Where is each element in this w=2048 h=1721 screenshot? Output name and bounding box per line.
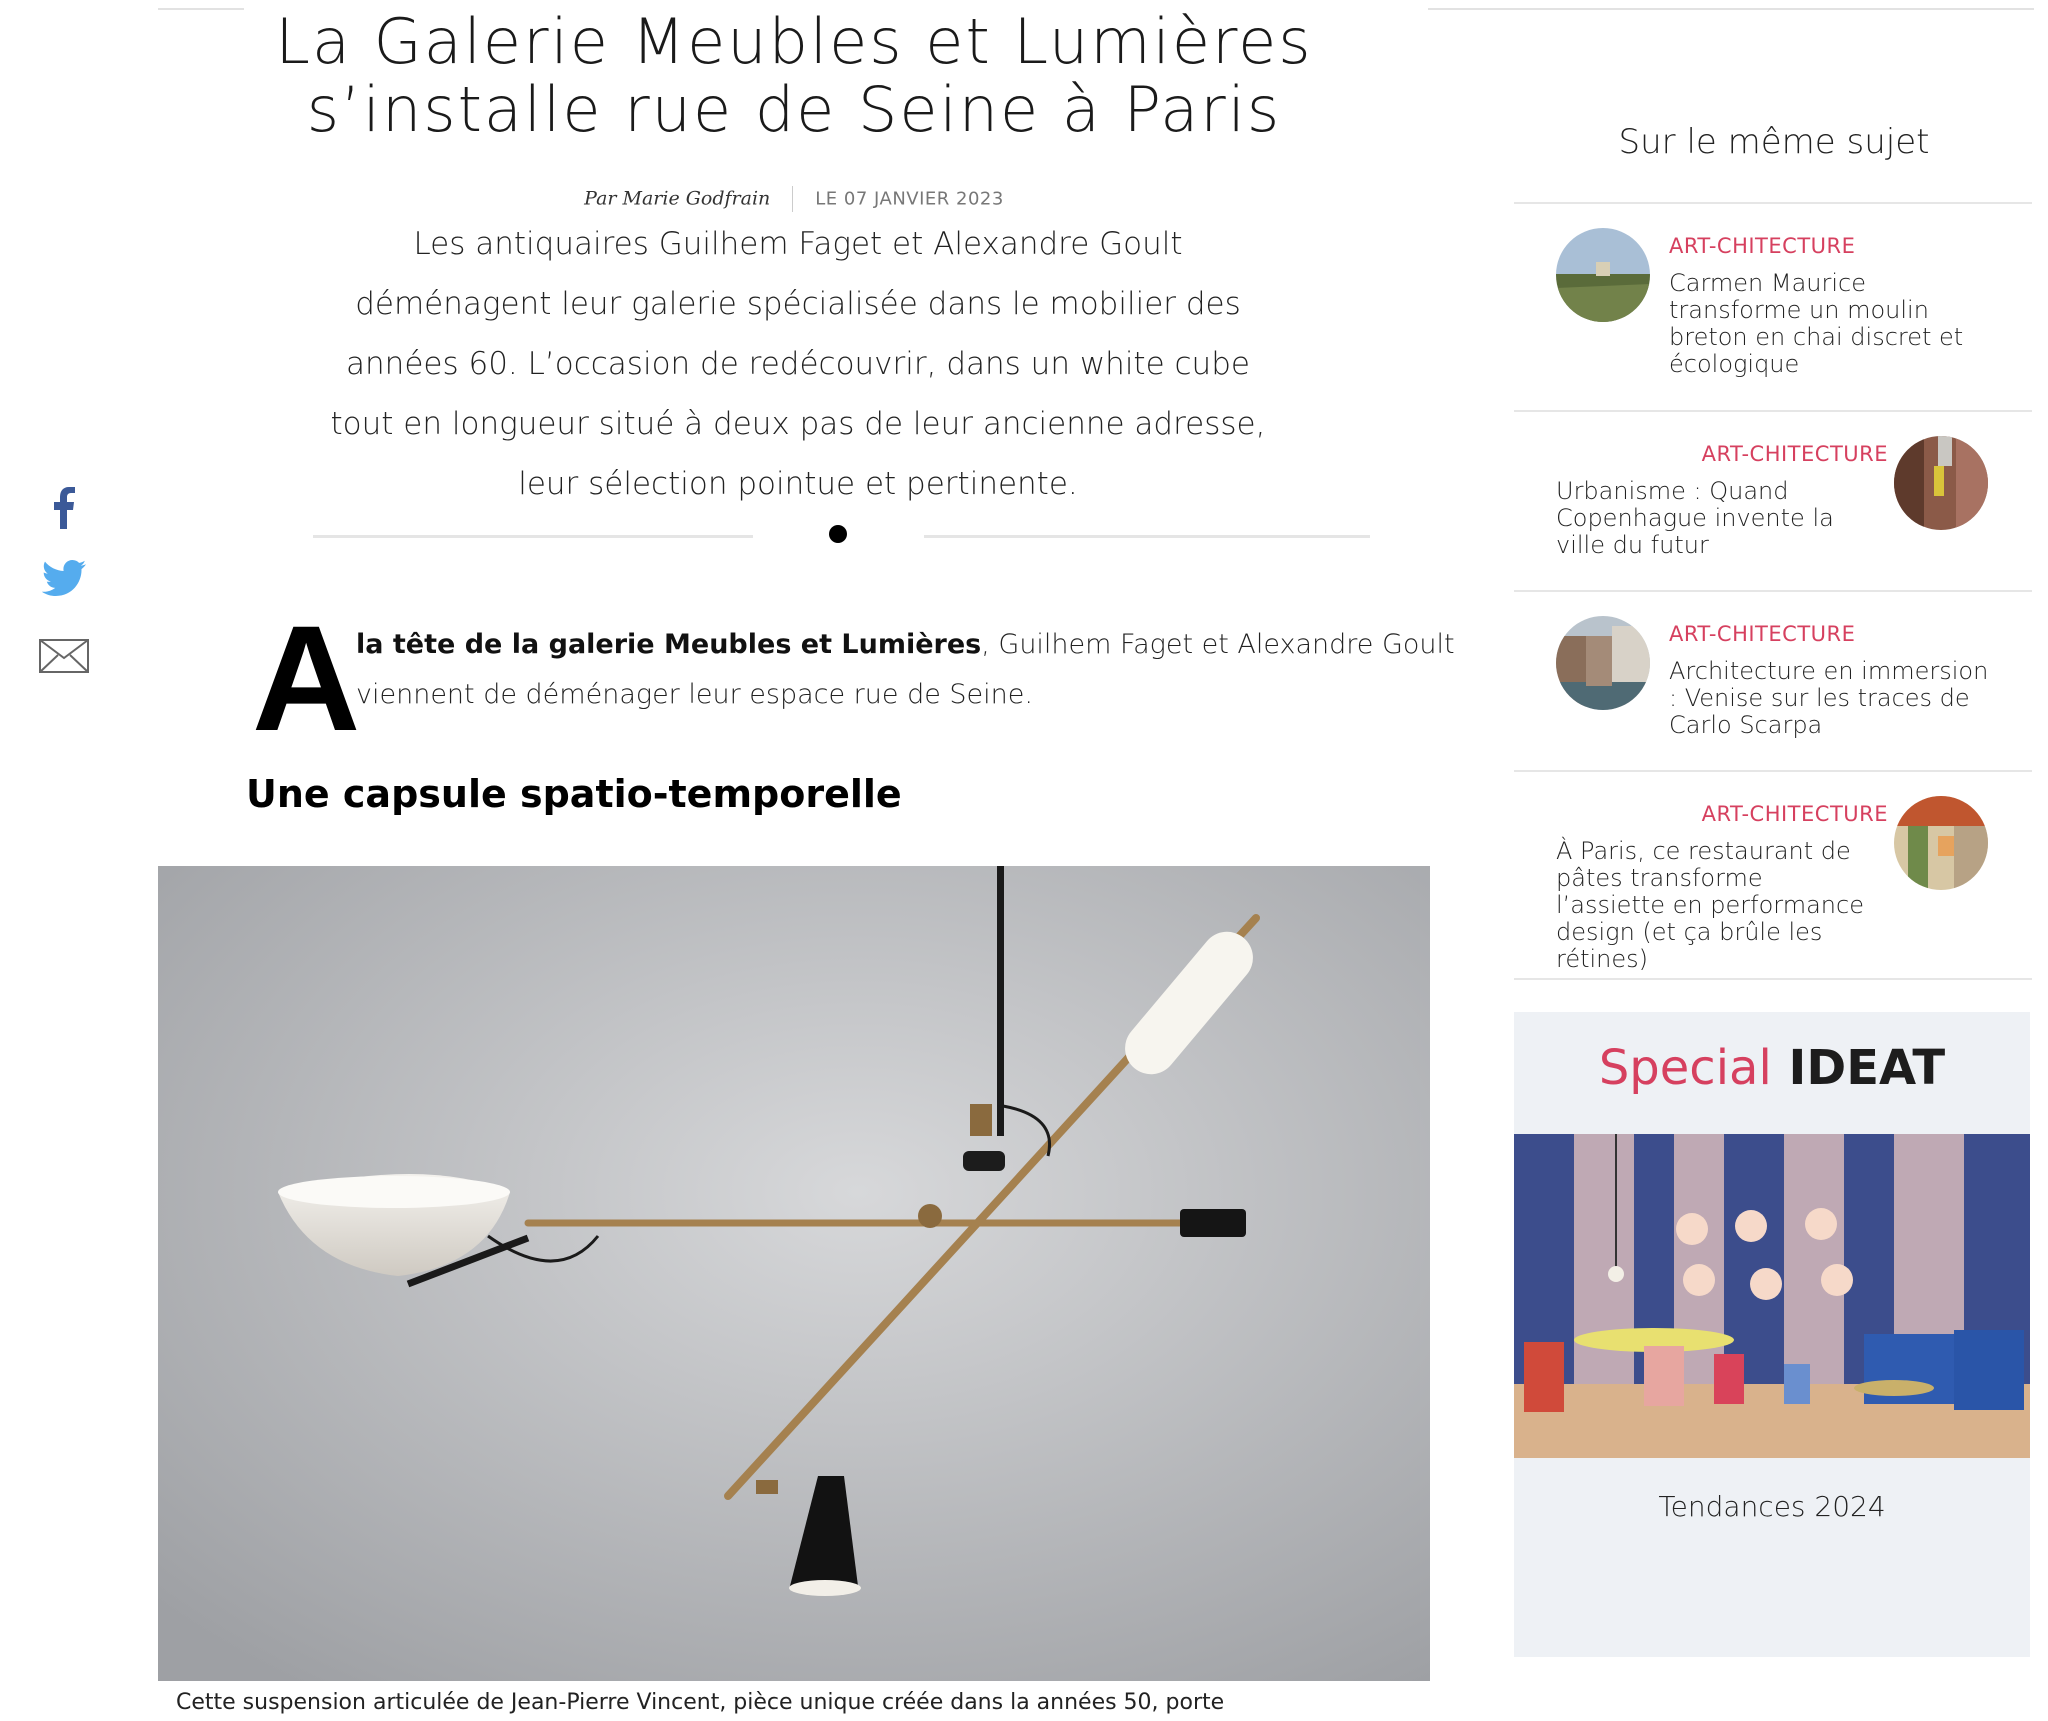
- byline: [158, 186, 1430, 212]
- related-thumbnail: [1894, 436, 1988, 530]
- promo-image: [1514, 1134, 2030, 1458]
- related-thumbnail: [1894, 796, 1988, 890]
- related-category: ART-CHITECTURE: [1669, 234, 1856, 258]
- lead-paragraph: [356, 620, 1566, 720]
- promo-title-special: Special: [1598, 1040, 1772, 1096]
- related-title: Carmen Maurice transforme un moulin breton en chai discret et écologique: [1669, 269, 1964, 378]
- lead-text: , Guilhem Faget et Alexandre Goult viennent de déménager leur espace rue de Seine.: [356, 629, 1455, 710]
- photo-caption: Cette suspension articulée de Jean-Pierre Vincent, pièce unique créée dans la années 50, porte: [176, 1690, 1225, 1715]
- email-icon: [39, 639, 89, 673]
- related-thumbnail: [1556, 228, 1650, 322]
- related-title: Architecture en immersion : Venise sur les traces de Carlo Scarpa: [1669, 657, 1989, 739]
- divider-left: [313, 535, 753, 538]
- article-title-line1: La Galerie Meubles et Lumières: [275, 5, 1313, 78]
- related-article-1[interactable]: [1514, 204, 2032, 382]
- facebook-share-button[interactable]: [38, 482, 90, 534]
- promo-label: Tendances 2024: [1658, 1490, 1886, 1523]
- author-link[interactable]: Par Marie Godfrain: [584, 187, 771, 210]
- sidebar-title: Sur le même sujet: [1618, 122, 1930, 162]
- article-photo: [158, 866, 1430, 1681]
- related-category: ART-CHITECTURE: [1669, 622, 1856, 646]
- related-category: ART-CHITECTURE: [1701, 442, 1888, 466]
- special-ideat-promo[interactable]: [1514, 1012, 2030, 1657]
- related-category: ART-CHITECTURE: [1701, 802, 1888, 826]
- promo-title: [1514, 1040, 2030, 1096]
- twitter-icon: [42, 560, 86, 596]
- article-title: [158, 5, 1430, 146]
- top-rule-right: [1428, 8, 2034, 10]
- byline-separator: [792, 186, 793, 212]
- related-title: À Paris, ce restaurant de pâtes transforme l’assiette en performance design (et ça brûle les rétines): [1556, 837, 1864, 973]
- divider-dot: [829, 525, 847, 543]
- related-article-2[interactable]: [1514, 412, 2032, 590]
- lead-bold-link[interactable]: la tête de la galerie Meubles et Lumières: [356, 629, 982, 660]
- section-heading: Une capsule spatio-temporelle: [246, 772, 902, 816]
- related-title: Urbanisme : Quand Copenhague invente la ville du futur: [1556, 477, 1834, 559]
- promo-title-ideat: IDEAT: [1788, 1040, 1946, 1096]
- twitter-share-button[interactable]: [38, 552, 90, 604]
- drop-cap: A: [252, 594, 361, 762]
- related-article-4[interactable]: [1514, 772, 2032, 978]
- related-article-3[interactable]: [1514, 592, 2032, 770]
- related-thumbnail: [1556, 616, 1650, 710]
- article-intro: Les antiquaires Guilhem Faget et Alexandre Goult déménagent leur galerie spécialisée dans le mobilier des années 60. L’occasion de redécouvrir, dans un white cube tout en longueur situé à deux pas de leur ancienne adresse, leur sélection pointue et pertinente.: [330, 226, 1266, 502]
- divider-right: [924, 535, 1370, 538]
- publish-date: LE 07 JANVIER 2023: [815, 188, 1004, 210]
- email-share-button[interactable]: [38, 630, 90, 682]
- article-title-line2: s’installe rue de Seine à Paris: [306, 73, 1282, 146]
- sidebar-separator: [1514, 978, 2032, 980]
- facebook-icon: [53, 487, 75, 529]
